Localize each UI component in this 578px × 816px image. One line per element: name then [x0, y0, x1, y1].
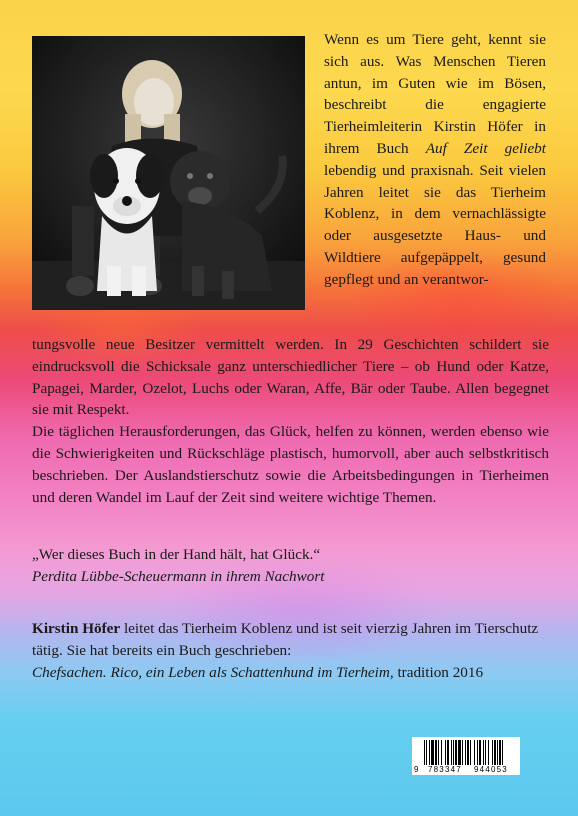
barcode-bar: [438, 740, 439, 765]
barcode-bar: [494, 740, 496, 765]
barcode-digit-first: 9: [414, 765, 419, 774]
previous-book-publisher: tradition 2016: [393, 663, 484, 681]
barcode-bar: [435, 740, 437, 765]
barcode-bar: [499, 740, 501, 765]
barcode-bar: [485, 740, 486, 765]
barcode-bar: [451, 740, 452, 765]
intro-text-2: lebendig und praxisnah. Seit vielen Jahren leitet sie das Tierheim Koblenz, in dem vernachlässigte oder ausgesetzte Haus- und Wildtiere aufgepäppelt, gesund gepflegt und an verantwor-: [324, 161, 546, 288]
body-paragraph-1: tungsvolle neue Besitzer vermittelt werden. In 29 Geschichten schildert sie eindrucksvoll die Schicksale ganz unterschiedlicher Tiere – ob Hund oder Katze, Papagei, Marder, Ozelot, Luchs oder Waran, Affe, Bär oder Taube. Allen begegnet sie mit Respekt.: [32, 336, 549, 419]
barcode-digits: [412, 765, 520, 774]
barcode-bar: [483, 740, 484, 765]
barcode-digits-left: 783347: [428, 765, 462, 774]
quote-attribution: Perdita Lübbe-Scheuermann in ihrem Nachwort: [32, 567, 325, 585]
barcode-bar: [445, 740, 446, 765]
barcode-bar: [502, 740, 503, 765]
author-bio: [32, 618, 549, 683]
barcode-bar: [429, 740, 430, 765]
barcode-bar: [455, 740, 457, 765]
barcode-bar: [474, 740, 475, 765]
woman-with-two-dogs-photo: [32, 36, 305, 310]
book-title: Auf Zeit geliebt: [425, 139, 546, 157]
intro-text-1: Wenn es um Tiere geht, kennt sie sich aus. Was Menschen Tieren antun, im Guten wie im Bösen, beschreibt die engagierte Tierheimleiterin Kirstin Höfer in ihrem Buch: [324, 31, 546, 157]
barcode-bar: [441, 740, 442, 765]
quote-text: „Wer dieses Buch in der Hand hält, hat Glück.“: [32, 546, 321, 563]
barcode-bar: [492, 740, 493, 765]
isbn-barcode: [412, 737, 520, 775]
author-bio-text: leitet das Tierheim Koblenz und ist seit vierzig Jahren im Tierschutz tätig. Sie hat bereits ein Buch geschrieben:: [32, 620, 539, 659]
body-text: [32, 334, 549, 508]
barcode-bar: [465, 740, 466, 765]
intro-paragraph: [324, 29, 546, 291]
barcode-bar: [479, 740, 481, 765]
blurb-quote: [32, 544, 549, 588]
barcode-bar: [431, 740, 434, 765]
barcode-bar: [426, 740, 427, 765]
author-name: Kirstin Höfer: [32, 620, 121, 637]
barcode-bar: [467, 740, 469, 765]
barcode-bar: [488, 740, 489, 765]
barcode-bar: [497, 740, 498, 765]
barcode-bar: [424, 740, 425, 765]
barcode-bar: [477, 740, 478, 765]
barcode-bar: [470, 740, 471, 765]
barcode-digits-right: 944053: [474, 765, 508, 774]
barcode-bars: [412, 737, 520, 767]
barcode-bar: [458, 740, 461, 765]
previous-book-title: Chefsachen. Rico, ein Leben als Schattenhund im Tierheim,: [32, 663, 394, 681]
body-paragraph-2: Die täglichen Herausforderungen, das Glück, helfen zu können, werden ebenso wie die Schwierigkeiten und Rückschläge plastisch, humorvoll, aber auch selbstkritisch beschrieben. Der Auslandstierschutz sowie die Arbeitsbedingungen in Tierheimen und deren Wandel im Lauf der Zeit sind weitere wichtige Themen.: [32, 423, 549, 506]
barcode-bar: [462, 740, 463, 765]
barcode-bar: [453, 740, 454, 765]
barcode-bar: [447, 740, 449, 765]
author-photo: [32, 36, 305, 310]
